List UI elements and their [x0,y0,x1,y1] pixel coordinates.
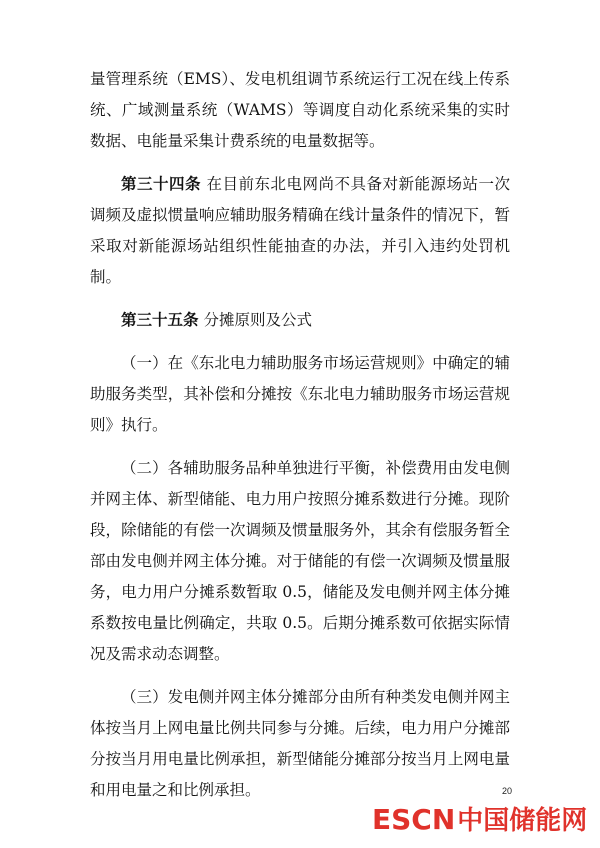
article-34 [90,169,510,293]
article-35 [90,305,510,336]
document-body [90,64,513,806]
page-number: 20 [502,786,513,796]
clause-2: （二）各辅助服务品种单独进行平衡，补偿费用由发电侧并网主体、新型储能、电力用户按照分摊系数进行分摊。现阶段，除储能的有偿一次调频及惯量服务外，其余有偿服务暂全部由发电侧并网主体分摊。对于储能的有偿一次调频及惯量服务，电力用户分摊系数暂取 0.5，储能及发电侧并网主体分摊系数按电量比例确定，共取 0.5。后期分摊系数可依据实际情况及需求动态调整。 [90,459,510,663]
paragraph-continuation: 量管理系统（EMS）、发电机组调节系统运行工况在线上传系统、广域测量系统（WAMS）等调度自动化系统采集的实时数据、电能量采集计费系统的电量数据等。 [90,70,510,150]
watermark-chinese: 中国储能网 [457,806,588,836]
clause-1: （一）在《东北电力辅助服务市场运营规则》中确定的辅助服务类型，其补偿和分摊按《东北电力辅助服务市场运营规则》执行。 [90,354,510,434]
clause-3: （三）发电侧并网主体分摊部分由所有种类发电侧并网主体按当月上网电量比例共同参与分摊。后续，电力用户分摊部分按当月用电量比例承担，新型储能分摊部分按当月上网电量和用电量之和比例承担。 [90,688,510,799]
escn-watermark-logo [372,800,587,837]
article-34-text: 在目前东北电网尚不具备对新能源场站一次调频及虚拟惯量响应辅助服务精确在线计量条件的情况下，暂采取对新能源场站组织性能抽查的办法，并引入违约处罚机制。 [90,175,510,286]
article-35-heading: 第三十五条 [121,311,199,329]
article-35-text: 分摊原则及公式 [198,311,312,329]
article-34-heading: 第三十四条 [121,175,202,193]
watermark-latin: ESCN [372,803,456,836]
